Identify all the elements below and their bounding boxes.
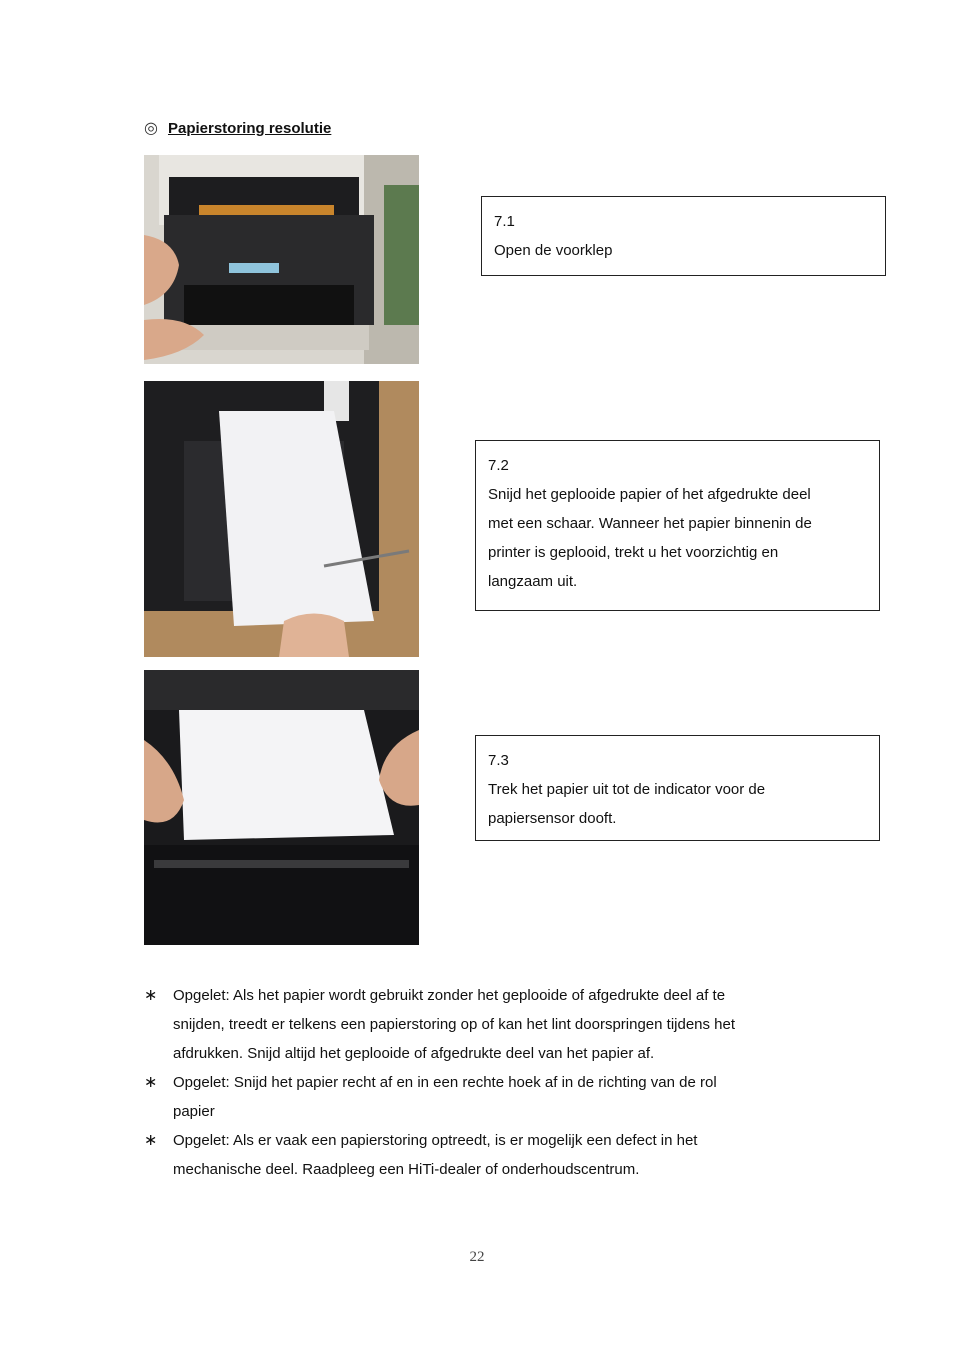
note-item bbox=[144, 1126, 824, 1184]
section-heading bbox=[144, 118, 331, 138]
step-box-7-1 bbox=[481, 196, 886, 276]
note-text-line: Opgelet: Als er vaak een papierstoring optreedt, is er mogelijk een defect in het bbox=[173, 1132, 698, 1149]
section-title: Papierstoring resolutie bbox=[167, 119, 332, 137]
note-item bbox=[144, 981, 824, 1068]
step-number: 7.1 bbox=[494, 213, 515, 230]
step-text-line: Snijd het geplooide papier of het afgedrukte deel bbox=[488, 486, 811, 503]
step-text-line: Trek het papier uit tot de indicator voor de bbox=[488, 781, 766, 798]
note-text-line: snijden, treedt er telkens een papierstoring op of kan het lint doorspringen tijdens het bbox=[173, 1016, 736, 1033]
step-text-line: papiersensor dooft. bbox=[488, 810, 617, 827]
note-text-line: Opgelet: Snijd het papier recht af en in een rechte hoek af in de richting van de rol bbox=[173, 1074, 717, 1091]
asterisk-icon: ∗ bbox=[144, 987, 158, 1004]
note-text-line: papier bbox=[173, 1103, 215, 1120]
step-text-line: Open de voorklep bbox=[494, 242, 613, 259]
double-circle-icon: ◎ bbox=[144, 120, 158, 137]
step-text-line: langzaam uit. bbox=[488, 573, 578, 590]
step-number: 7.2 bbox=[488, 457, 509, 474]
step-box-7-2 bbox=[475, 440, 880, 611]
step-box-7-3 bbox=[475, 735, 880, 841]
step-text-line: met een schaar. Wanneer het papier binnenin de bbox=[488, 515, 812, 532]
printer-open-cover-photo bbox=[144, 155, 419, 364]
step-number: 7.3 bbox=[488, 752, 509, 769]
page-number: 22 bbox=[469, 1249, 485, 1265]
paper-cutting-scissors-photo bbox=[144, 381, 419, 657]
note-text-line: Opgelet: Als het papier wordt gebruikt zonder het geplooide of afgedrukte deel af te bbox=[173, 987, 726, 1004]
note-item bbox=[144, 1068, 824, 1126]
notes-list bbox=[144, 981, 824, 1184]
note-text-line: mechanische deel. Raadpleeg een HiTi-dealer of onderhoudscentrum. bbox=[173, 1161, 640, 1178]
asterisk-icon: ∗ bbox=[144, 1132, 158, 1149]
paper-pull-out-photo bbox=[144, 670, 419, 945]
asterisk-icon: ∗ bbox=[144, 1074, 158, 1091]
step-text-line: printer is geplooid, trekt u het voorzichtig en bbox=[488, 544, 779, 561]
note-text-line: afdrukken. Snijd altijd het geplooide of afgedrukte deel van het papier af. bbox=[173, 1045, 655, 1062]
